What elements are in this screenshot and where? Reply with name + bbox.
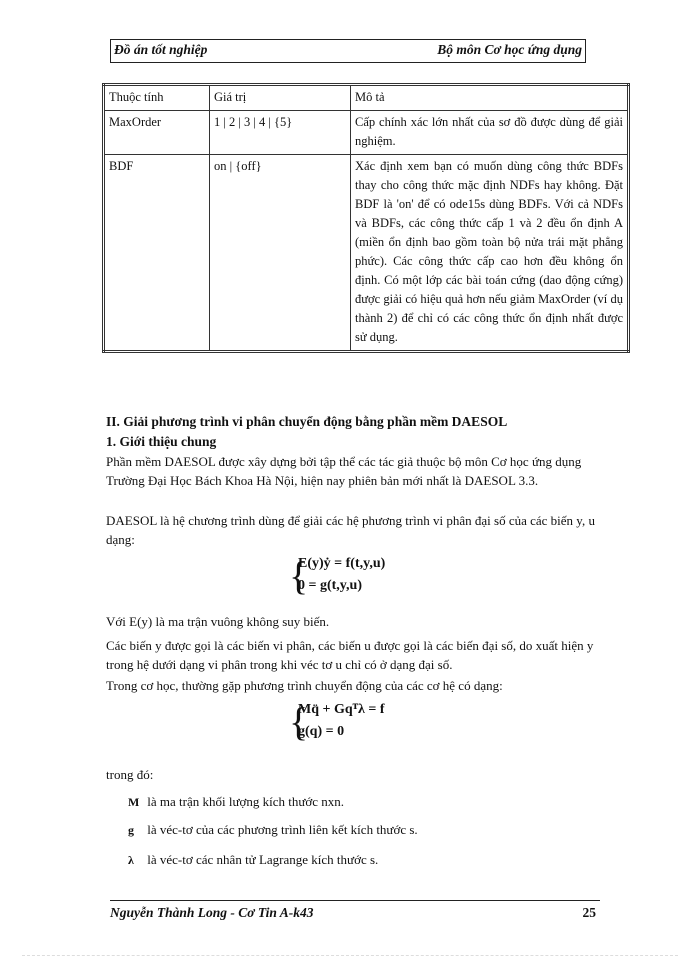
page-footer: [110, 900, 600, 921]
equation-line: Mq̈ + Gqᵀλ = f: [298, 702, 385, 717]
definition-text: là véc-tơ các nhân tử Lagrange kích thước s.: [147, 852, 379, 867]
definition-item: [128, 850, 622, 870]
paragraph-intro: Phần mềm DAESOL được xây dựng bởi tập thể các tác giả thuộc bộ môn Cơ học ứng dụng Trường Đại Học Bách Khoa Hà Nội, hiện nay phiên bản mới nhất là DAESOL 3.3.: [106, 454, 582, 488]
paragraph-daesol: DAESOL là hệ chương trình dùng để giải các hệ phương trình vi phân đại số của các biến y, u dạng:: [106, 513, 595, 547]
symbol-m: M: [128, 795, 140, 809]
table-cell-property: BDF: [104, 155, 210, 352]
definition-item: [128, 820, 622, 840]
table-cell-value: 1 | 2 | 3 | 4 | {5}: [210, 111, 351, 155]
table-header-row: [104, 85, 629, 111]
page-number: 25: [582, 905, 596, 920]
subsection-title: 1. Giới thiệu chung: [106, 434, 217, 449]
table-cell-value: on | {off}: [210, 155, 351, 352]
paragraph-nonsingular: Với E(y) là ma trận vuông không suy biến.: [106, 614, 330, 629]
brace-icon: {: [289, 699, 309, 744]
section-title: II. Giải phương trình vi phân chuyển động bằng phần mềm DAESOL: [106, 414, 508, 429]
equation-line: 0 = g(t,y,u): [298, 578, 362, 593]
equation-dae: [289, 553, 386, 598]
definition-item: [128, 792, 622, 812]
table-cell-description: Cấp chính xác lớn nhất của sơ đồ được dùng để giải nghiệm.: [351, 111, 629, 155]
property-table: [102, 83, 630, 353]
table-cell-description: Xác định xem bạn có muốn dùng công thức BDFs thay cho công thức mặc định NDFs hay không. Đặt BDF là 'on' để có ode15s dùng BDFs. Với cả NDFs và BDFs, các công thức cấp 1 và 2 đều ổn định A (miền ổn định bao gồm toàn bộ nửa trái mặt phẳng phức). Các công thức cấp cao hơn đều không ổn định. Có một lớp các bài toán cứng (dao động cứng) được giải có hiệu quả hơn nếu giảm MaxOrder (ví dụ thành 2) để chỉ có các công thức ổn định nhất được sử dụng.: [351, 155, 629, 352]
brace-icon: {: [289, 553, 309, 598]
symbol-lambda: λ: [128, 853, 134, 867]
paragraph-variables: Các biến y được gọi là các biến vi phân, các biến u được gọi là các biến đại số, do xuất hiện y trong hệ dưới dạng vi phân trong khi véc tơ u chỉ có ở dạng đại số.: [106, 638, 594, 672]
table-cell-property: MaxOrder: [104, 111, 210, 155]
header-left: Đồ án tốt nghiệp: [114, 42, 208, 57]
equation-line: E(y)ẏ = f(t,y,u): [298, 556, 386, 571]
page-bottom-divider: [22, 955, 678, 956]
table-row: [104, 155, 629, 352]
symbol-g: g: [128, 823, 134, 837]
paragraph-where: trong đó:: [106, 767, 154, 782]
paragraph-mechanics: Trong cơ học, thường gặp phương trình chuyển động của các cơ hệ có dạng:: [106, 678, 503, 693]
table-header-cell: Mô tả: [351, 85, 629, 111]
table-row: [104, 111, 629, 155]
table-header-cell: Thuộc tính: [104, 85, 210, 111]
page-header: [110, 39, 586, 63]
definition-text: là véc-tơ của các phương trình liên kết kích thước s.: [147, 822, 418, 837]
definition-text: là ma trận khối lượng kích thước nxn.: [147, 794, 345, 809]
table-header-cell: Giá trị: [210, 85, 351, 111]
equation-line: g(q) = 0: [298, 724, 345, 739]
header-right: Bộ môn Cơ học ứng dụng: [437, 42, 582, 57]
footer-author: Nguyễn Thành Long - Cơ Tin A-k43: [110, 905, 314, 920]
equation-motion: [289, 699, 385, 744]
